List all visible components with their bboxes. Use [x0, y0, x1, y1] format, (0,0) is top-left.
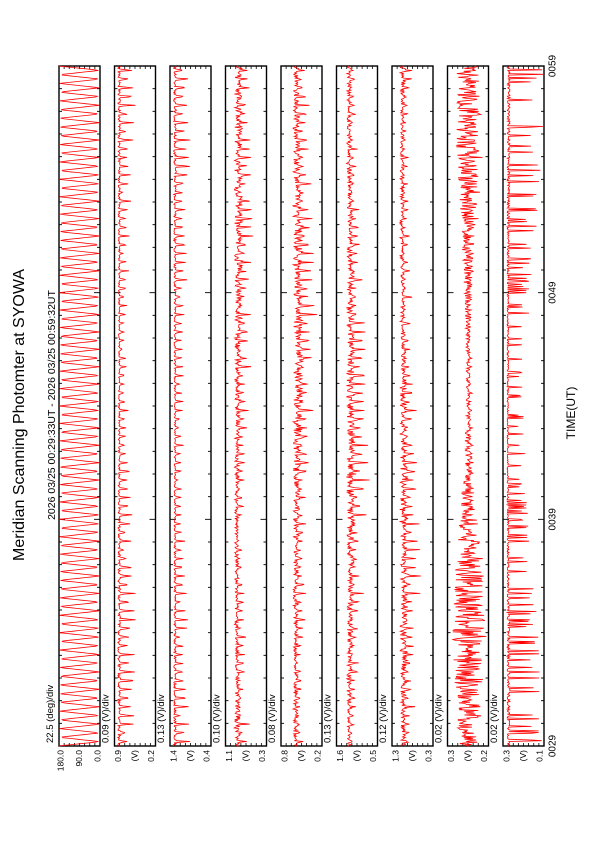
value-tick-label: 1.3	[390, 750, 401, 762]
value-tick-label: 0.3	[423, 750, 434, 762]
time-ticks-group	[548, 54, 559, 757]
value-tick-label: 90.0	[73, 750, 84, 767]
panel-frame	[337, 66, 378, 746]
panel-scale-label: 0.13 (V)/div	[156, 694, 167, 743]
unit-label: (V)	[406, 750, 417, 762]
unit-label: (V)	[240, 750, 251, 762]
panel-5	[267, 66, 322, 762]
panel-8	[434, 66, 489, 762]
value-tick-label: 0.1	[534, 750, 545, 762]
value-tick-label: 0.5	[367, 750, 378, 762]
unit-label: (V)	[351, 750, 362, 762]
value-tick-label: 0.3	[445, 750, 456, 762]
unit-label: (V)	[184, 750, 195, 762]
value-tick-label: 1.4	[168, 750, 179, 762]
panels-group	[45, 66, 544, 771]
value-tick-label: 1.6	[334, 750, 345, 762]
panel-frame	[226, 66, 267, 746]
value-tick-label: 0.3	[501, 750, 512, 762]
time-tick-label: 0049	[547, 281, 559, 304]
time-tick-label: 0029	[547, 734, 559, 758]
panel-scale-label: 0.02 (V)/div	[489, 694, 500, 743]
panel-scale-label: 0.08 (V)/div	[267, 694, 278, 743]
panel-frame	[281, 66, 322, 746]
value-tick-label: 0.0	[92, 750, 103, 762]
value-tick-label: 0.2	[478, 750, 489, 762]
x-axis-label: TIME(UT)	[564, 386, 579, 440]
value-tick-label: 0.3	[256, 750, 267, 762]
time-tick-label: 0059	[547, 54, 559, 78]
value-tick-label: 180.0	[55, 750, 66, 772]
panel-7	[378, 66, 433, 762]
chart-title: Meridian Scanning Photomter at SYOWA	[11, 269, 29, 561]
panel-6	[323, 66, 378, 762]
panel-frame	[448, 66, 489, 746]
panel-scale-label: 0.10 (V)/div	[211, 694, 223, 743]
panel-scale-label: 0.09 (V)/div	[100, 694, 112, 743]
panel-frame	[59, 66, 100, 746]
panel-scale-label: 0.02 (V)/div	[433, 694, 445, 743]
value-tick-label: 0.9	[112, 750, 123, 762]
panel-scale-label: 0.13 (V)/div	[322, 694, 334, 743]
unit-label: (V)	[462, 750, 473, 762]
value-tick-label: 0.4	[201, 750, 212, 762]
value-tick-label: 0.2	[312, 750, 323, 762]
panel-3	[156, 66, 211, 762]
time-tick-label: 0039	[547, 508, 559, 531]
panel-4	[212, 66, 267, 762]
unit-label: (V)	[295, 750, 306, 762]
panel-scale-label: 22.5 (deg)/div	[45, 684, 56, 743]
unit-label: (V)	[129, 750, 140, 762]
panel-frame	[115, 66, 156, 746]
unit-label: (V)	[517, 750, 528, 762]
value-tick-label: 1.1	[223, 750, 234, 762]
value-tick-label: 0.8	[279, 750, 290, 762]
panel-9	[489, 66, 544, 762]
value-tick-label: 0.2	[145, 750, 156, 762]
panel-2	[101, 66, 156, 762]
panel-frame	[392, 66, 433, 746]
time-range: 2026 03/25 00:29:33UT - 2026 03/25 00:59:32UT	[45, 290, 58, 520]
panel-scale-label: 0.12 (V)/div	[378, 694, 389, 743]
